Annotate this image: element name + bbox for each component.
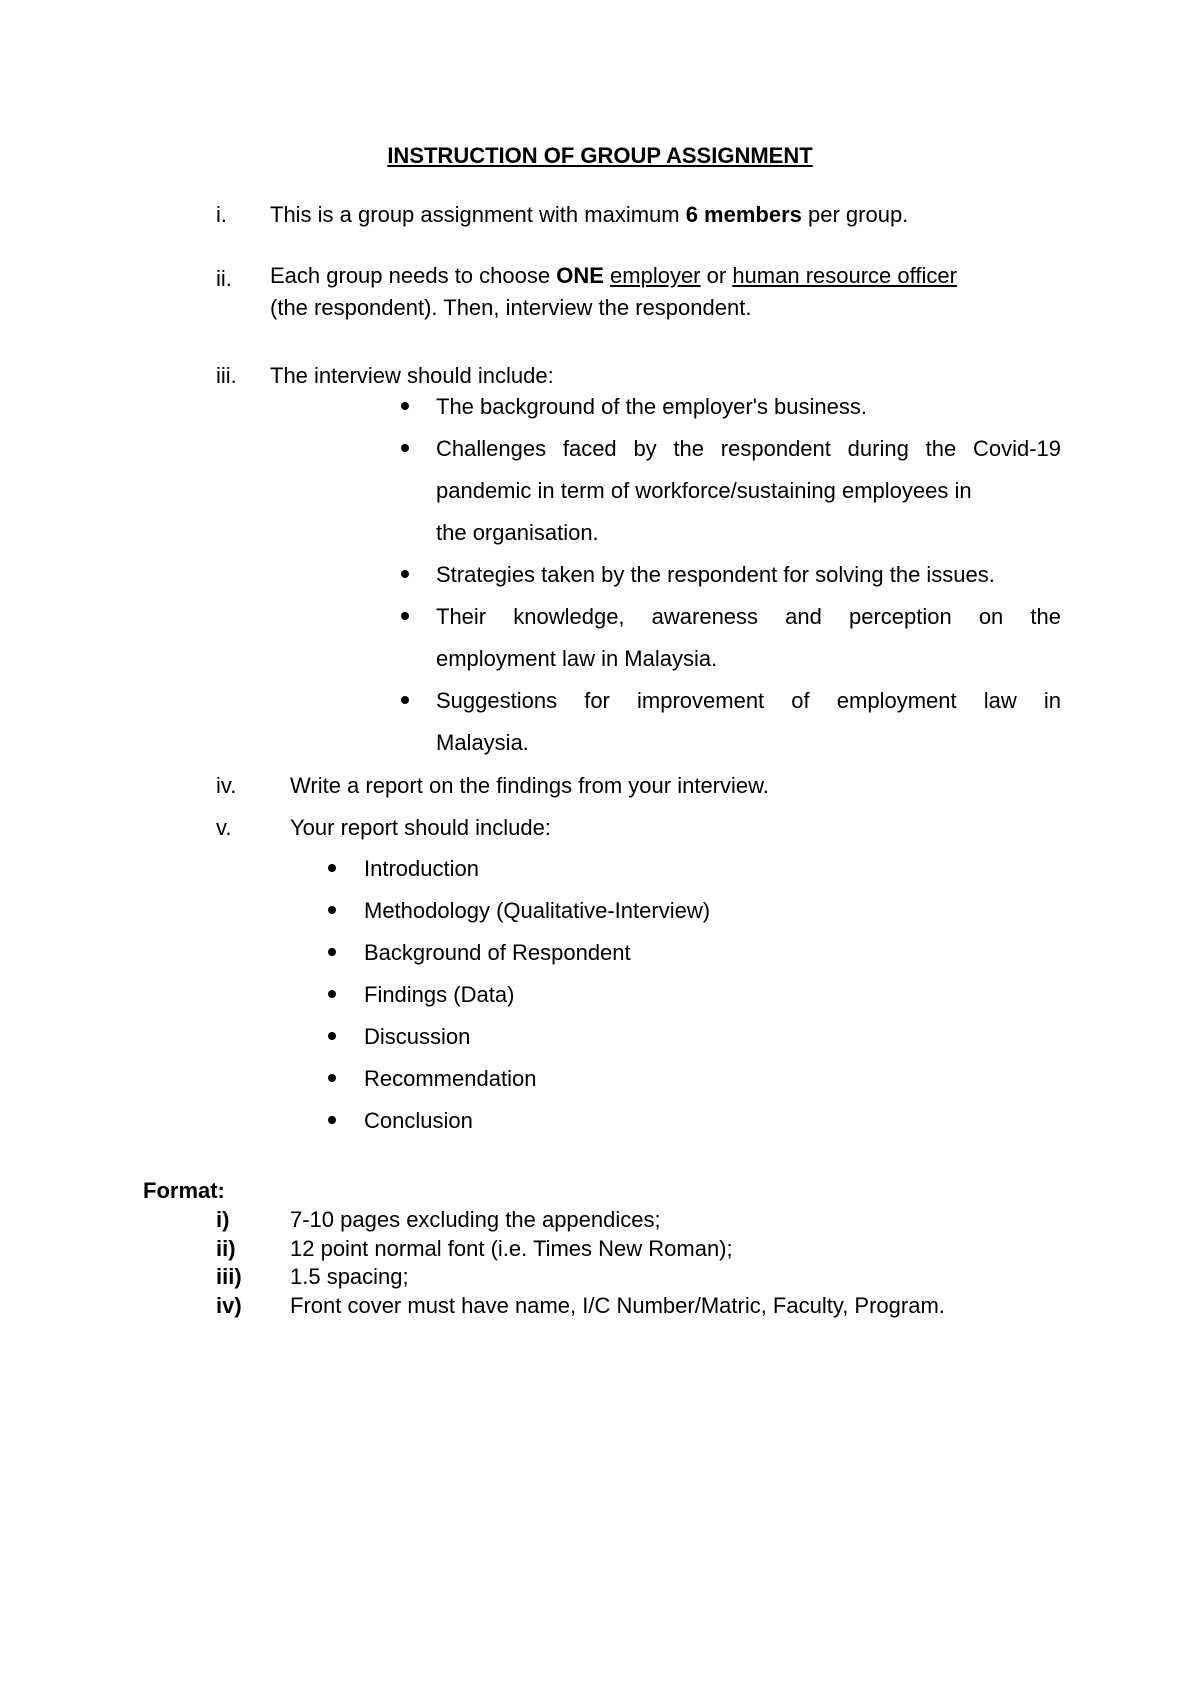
interview-bullet-3 [436,554,1061,596]
interview-bullet-5-text-end: Malaysia. [436,730,529,755]
bullet-icon [401,696,409,704]
bullet-icon [328,1032,336,1040]
item-3-text: The interview should include: [270,363,554,388]
bullet-icon [328,1074,336,1082]
interview-bullet-4-text: Their knowledge, awareness and perception on the [436,604,1061,629]
format-item-4-number: iv) [216,1293,242,1318]
page-title: INSTRUCTION OF GROUP ASSIGNMENT [387,143,813,168]
item-2-text [270,260,1061,324]
report-bullet-6: Recommendation [364,1066,537,1091]
item-4-text: Write a report on the findings from your interview. [290,773,769,798]
format-item-2-number: ii) [216,1236,236,1261]
report-bullet-3: Background of Respondent [364,940,631,965]
format-item-4-text: Front cover must have name, I/C Number/Matric, Faculty, Program. [290,1293,945,1318]
item-1-text-pre: This is a group assignment with maximum [270,202,686,227]
interview-bullet-1 [436,386,1061,428]
interview-bullet-5 [436,680,1061,764]
interview-bullet-1-text: The background of the employer's business. [436,394,867,419]
item-1-text-post: per group. [801,202,909,227]
report-bullet-7: Conclusion [364,1108,473,1133]
format-item-2-text: 12 point normal font (i.e. Times New Roman); [290,1236,733,1261]
item-1-text [270,204,908,226]
interview-bullet-2-text: Challenges faced by the respondent during the Covid-19 pandemic in term of workforce/sustaining employees in [436,436,1061,503]
bullet-icon [401,402,409,410]
interview-bullet-2-text-end: the organisation. [436,520,599,545]
interview-bullet-3-text: Strategies taken by the respondent for solving the issues. [436,562,995,587]
interview-bullet-4-text-end: employment law in Malaysia. [436,646,718,671]
report-bullet-1: Introduction [364,856,479,881]
item-2-text-or: or [700,263,733,288]
item-1-text-bold: 6 members [685,202,802,227]
item-1-number: i. [216,202,227,227]
item-4-number: iv. [216,773,237,798]
item-2-number: ii. [216,266,232,291]
format-item-3-text: 1.5 spacing; [290,1264,409,1289]
format-item-1-text: 7-10 pages excluding the appendices; [290,1207,661,1232]
interview-bullet-2 [436,428,1061,554]
format-item-3-number: iii) [216,1264,242,1289]
bullet-icon [401,612,409,620]
report-bullet-4: Findings (Data) [364,982,515,1007]
item-2-text-bold: ONE [556,263,604,288]
format-item-1-number: i) [216,1207,230,1232]
bullet-icon [401,570,409,578]
bullet-icon [401,444,409,452]
report-bullet-5: Discussion [364,1024,471,1049]
bullet-icon [328,906,336,914]
item-5-text: Your report should include: [290,815,551,840]
item-2-hr-officer-underlined: human resource officer [732,263,957,288]
item-2-text-pre: Each group needs to choose [270,263,557,288]
item-3-number: iii. [216,363,237,388]
item-2-text-line2: (the respondent). Then, interview the respondent. [270,295,752,320]
item-2-employer-underlined: employer [610,263,701,288]
interview-bullet-4 [436,596,1061,680]
bullet-icon [328,864,336,872]
interview-bullet-5-text: Suggestions for improvement of employment law in [436,688,1061,713]
bullet-icon [328,948,336,956]
format-heading: Format: [143,1178,225,1203]
item-5-number: v. [216,815,232,840]
bullet-icon [328,1116,336,1124]
bullet-icon [328,990,336,998]
report-bullet-2: Methodology (Qualitative-Interview) [364,898,711,923]
